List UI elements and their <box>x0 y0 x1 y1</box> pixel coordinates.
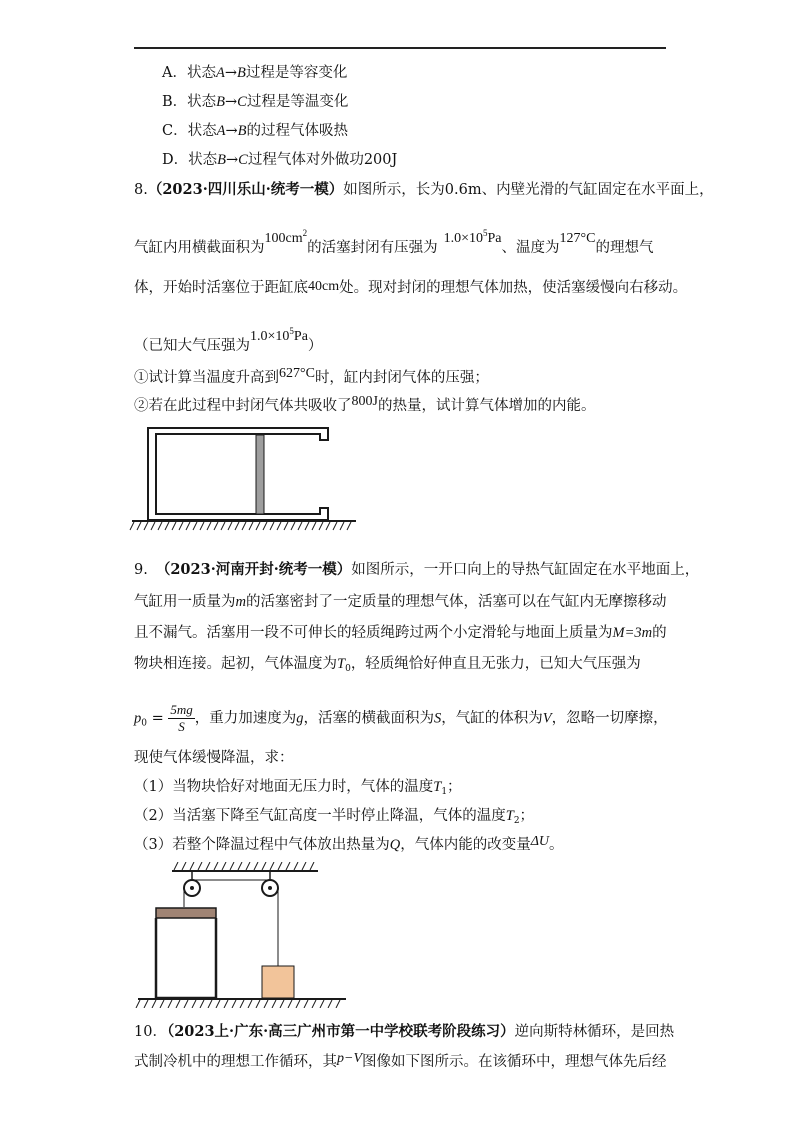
q9-line-1: 9. （2023·河南开封·统考一模）如图所示，一开口向上的导热气缸固定在水平地面上， <box>134 561 700 578</box>
q9-line-2: 气缸用一质量为m的活塞密封了一定质量的理想气体，活塞可以在气缸内无摩擦移动 <box>134 594 667 610</box>
block-M <box>262 966 294 998</box>
q9-line-6: 现使气体缓慢降温，求： <box>134 750 294 766</box>
header-rule <box>134 47 666 49</box>
ground-hatching <box>136 1000 340 1008</box>
q8-cylinder-figure <box>128 424 358 534</box>
q8-line-2: 气缸内用横截面积为$100cm^2$的活塞封闭有压强为$1.0\times 10^5Pa$、温度为127°C的理想气 <box>134 228 654 256</box>
q9-pulley-figure <box>132 862 352 1008</box>
piston <box>256 435 264 514</box>
q10-line-1: 10．（2023上·广东·高三广州市第一中学校联考阶段练习）逆向斯特林循环，是回热 <box>134 1023 675 1040</box>
q8-source: （2023·四川乐山·统考一模） <box>147 181 344 198</box>
option-c: C．状态A→B的过程气体吸热 <box>162 123 348 139</box>
q8-sub-2: ②若在此过程中封闭气体共吸收了800J的热量，试计算气体增加的内能。 <box>134 394 596 414</box>
ground-hatching <box>130 522 351 530</box>
q9-part-1: （1）当物块恰好对地面无压力时，气体的温度$T_1$； <box>134 779 462 797</box>
q10-line-2: 式制冷机中的理想工作循环，其p−V图像如下图所示。在该循环中，理想气体先后经 <box>134 1051 667 1070</box>
q9-line-5: $p_0$ = $\frac{5mg}{S}$ ，重力加速度为g，活塞的横截面积为S，气缸的体积为V，忽略一切摩擦， <box>134 702 668 734</box>
q9-part-3: （3）若整个降温过程中气体放出热量为Q，气体内能的改变量ΔU。 <box>134 834 564 853</box>
p0-fraction: $\frac{5mg}{S}$ <box>170 702 193 734</box>
cylinder <box>156 918 216 998</box>
q9-line-4: 物块相连接。起初，气体温度为$T_0$，轻质绳恰好伸直且无张力，已知大气压强为 <box>134 656 641 674</box>
q8-line-3: 体，开始时活塞位于距缸底40cm处。现对封闭的理想气体加热，使活塞缓慢向右移动。 <box>134 279 688 296</box>
option-b: B．状态B→C过程是等温变化 <box>162 94 349 110</box>
q10-source: （2023上·广东·高三广州市第一中学校联考阶段练习） <box>166 1023 515 1040</box>
option-d: D．状态B→C过程气体对外做功200J <box>162 152 398 168</box>
option-a: A．状态A→B过程是等容变化 <box>162 65 348 81</box>
q9-part-2: （2）当活塞下降至气缸高度一半时停止降温，气体的温度$T_2$； <box>134 808 535 826</box>
q9-line-3: 且不漏气。活塞用一段不可伸长的轻质绳跨过两个小定滑轮与地面上质量为M=3m的 <box>134 625 667 641</box>
ceiling-hatching <box>174 862 314 870</box>
piston-lid <box>156 908 216 918</box>
q8-line-1: 8.（2023·四川乐山·统考一模）如图所示，长为0.6m、内壁光滑的气缸固定在水平面上， <box>134 181 714 198</box>
q8-line-4: （已知大气压强为$1.0\times 10^5Pa$） <box>134 326 323 354</box>
q9-source: （2023·河南开封·统考一模） <box>155 561 352 578</box>
q8-sub-1: ①试计算当温度升高到627°C时，缸内封闭气体的压强； <box>134 366 489 386</box>
